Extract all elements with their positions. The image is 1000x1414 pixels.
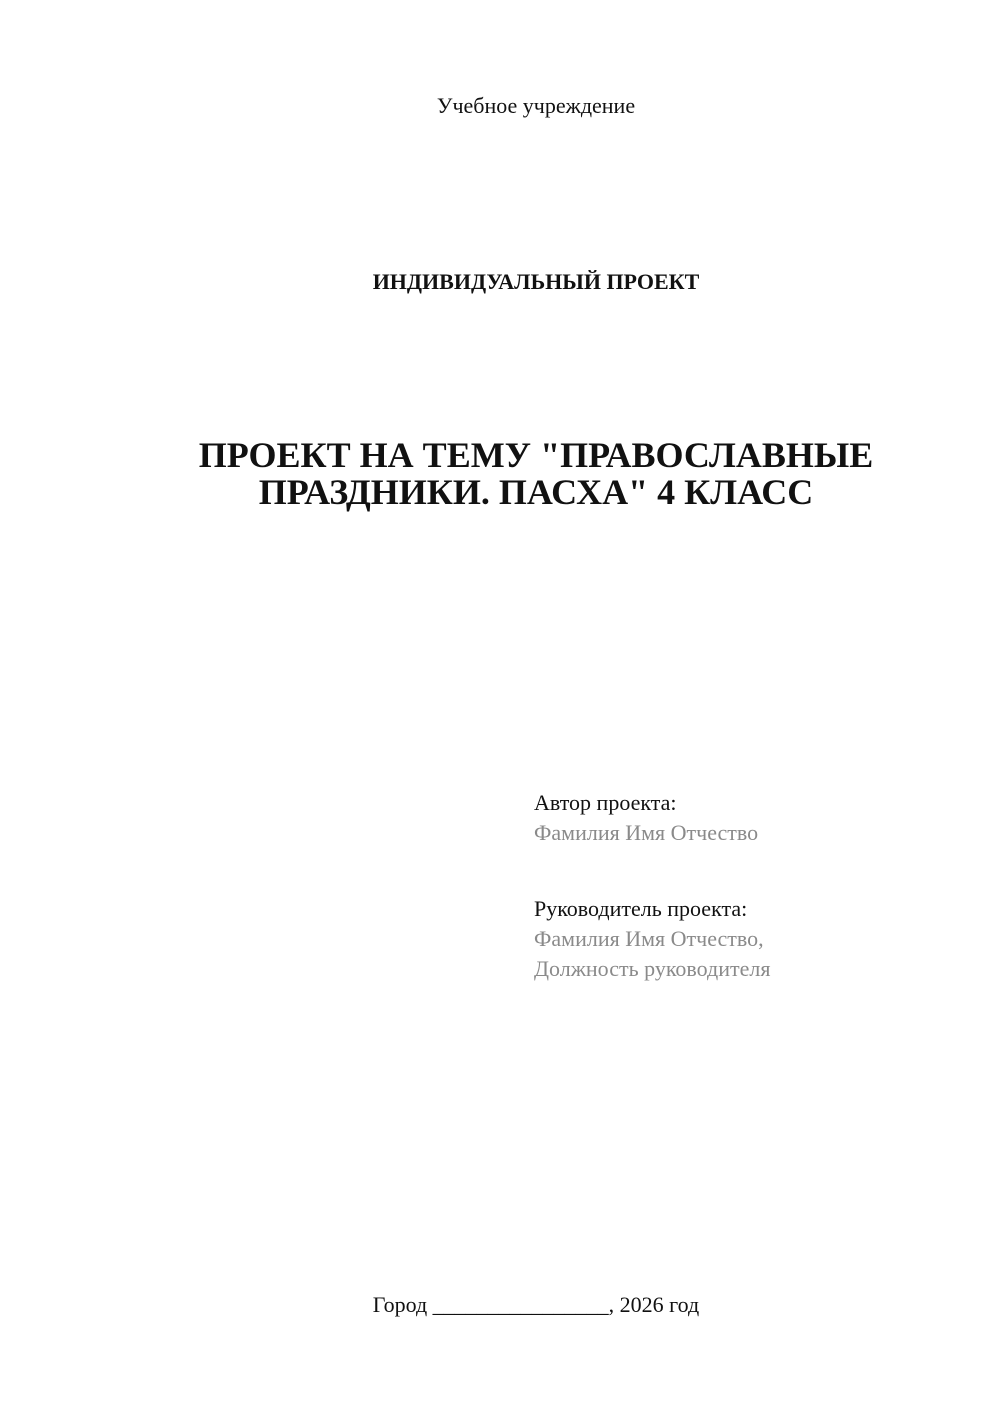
project-title-line-2: ПРАЗДНИКИ. ПАСХА" 4 КЛАСС xyxy=(258,472,814,512)
institution-name: Учебное учреждение xyxy=(436,93,636,118)
supervisor-block xyxy=(534,894,974,984)
project-title-line-1: ПРОЕКТ НА ТЕМУ "ПРАВОСЛАВНЫЕ xyxy=(198,435,874,475)
author-block xyxy=(534,788,974,848)
supervisor-label: Руководитель проекта: xyxy=(534,896,748,921)
project-title xyxy=(170,437,902,511)
city-year-line: Город ________________, 2026 год xyxy=(372,1292,700,1317)
author-label: Автор проекта: xyxy=(534,790,677,815)
supervisor-name-placeholder: Фамилия Имя Отчество, xyxy=(534,926,764,951)
author-name-placeholder: Фамилия Имя Отчество xyxy=(534,820,759,845)
supervisor-position-placeholder: Должность руководителя xyxy=(534,956,771,981)
project-type-heading: ИНДИВИДУАЛЬНЫЙ ПРОЕКТ xyxy=(372,269,700,294)
